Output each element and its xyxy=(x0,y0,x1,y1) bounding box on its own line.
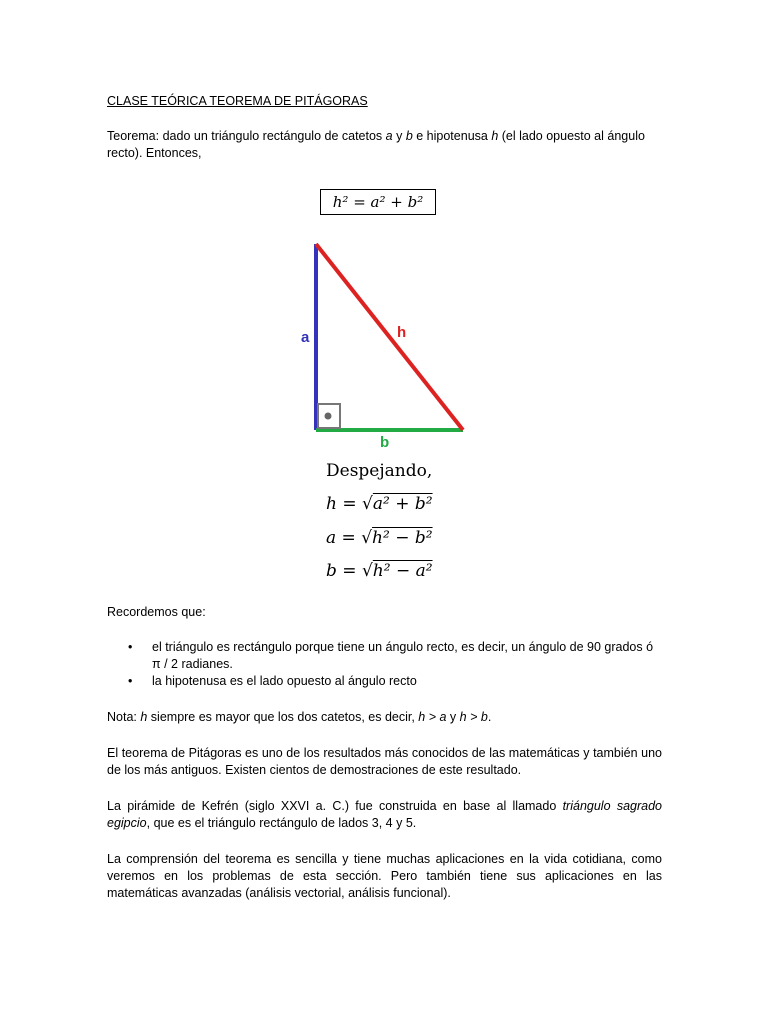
eq-h-radicand: a² + b² xyxy=(372,494,433,514)
label-a: a xyxy=(301,329,310,346)
hypotenuse-line xyxy=(316,244,463,430)
equation-a xyxy=(326,528,433,548)
sqrt-icon: √ xyxy=(362,494,373,514)
eq-b-lhs: b = xyxy=(326,561,362,581)
page-title: CLASE TEÓRICA TEOREMA DE PITÁGORAS xyxy=(107,94,368,108)
paragraph-applications: La comprensión del teorema es sencilla y tiene muchas aplicaciones en la vida cotidiana, como veremos en los problemas de esta sección. Pero también tiene sus aplicaciones en las matemáticas avanzadas (análisis vectorial, análisis funcional). xyxy=(107,852,662,900)
label-h: h xyxy=(397,324,407,341)
nota-paragraph xyxy=(107,709,662,726)
eq-a-radicand: h² − b² xyxy=(372,528,433,548)
recordemos-list xyxy=(107,639,662,690)
nota-var-h: h xyxy=(140,710,148,724)
recordemos-heading: Recordemos que: xyxy=(107,605,206,619)
despejando-heading: Despejando, xyxy=(326,461,433,481)
paragraph-kefren xyxy=(107,798,662,832)
list-item: • el triángulo es rectángulo porque tiene un ángulo recto, es decir, un ángulo de 90 grados ó π / 2 radianes. xyxy=(107,639,662,673)
equation-b xyxy=(326,561,433,581)
nota-inequality-2: h > b xyxy=(459,710,488,724)
right-angle-dot xyxy=(325,413,332,420)
theorem-label: Teorema: xyxy=(107,129,160,143)
nota-inequality-1: h > a xyxy=(418,710,447,724)
eq-b-radicand: h² − a² xyxy=(372,561,433,581)
sqrt-icon: √ xyxy=(361,528,373,548)
theorem-var-a: a xyxy=(385,129,393,143)
eq-a-lhs: a = xyxy=(326,528,362,548)
theorem-text-2: y xyxy=(392,129,406,143)
theorem-text-4: (el lado opuesto al ángulo recto). Entonces, xyxy=(107,129,645,160)
label-b: b xyxy=(380,434,390,451)
theorem-var-h: h xyxy=(491,129,499,143)
kefren-text-1: La pirámide de Kefrén (siglo XXVI a. C.) fue construida en base al llamado xyxy=(107,799,563,813)
nota-text-1: siempre es mayor que los dos catetos, es decir, xyxy=(147,710,419,724)
eq-h-lhs: h = xyxy=(326,494,363,514)
theorem-paragraph xyxy=(107,128,662,162)
equation-h xyxy=(326,494,433,514)
nota-text-2: y xyxy=(446,710,460,724)
right-triangle-diagram xyxy=(290,232,480,457)
paragraph-history: El teorema de Pitágoras es uno de los resultados más conocidos de las matemáticas y también uno de los más antiguos. Existen cientos de demostraciones de este resultado. xyxy=(107,746,662,777)
kefren-text-2: , que es el triángulo rectángulo de lados 3, 4 y 5. xyxy=(146,816,417,830)
list-item: • la hipotenusa es el lado opuesto al ángulo recto xyxy=(107,673,662,690)
nota-label: Nota: xyxy=(107,710,137,724)
kefren-italic: triángulo sagrado egipcio xyxy=(107,799,662,830)
theorem-text-3: e hipotenusa xyxy=(412,129,492,143)
theorem-text-1: dado un triángulo rectángulo de catetos xyxy=(159,129,386,143)
pythagoras-formula: h² = a² + b² xyxy=(320,189,436,215)
nota-text-3: . xyxy=(487,710,492,724)
sqrt-icon: √ xyxy=(361,561,373,581)
theorem-var-b: b xyxy=(405,129,413,143)
